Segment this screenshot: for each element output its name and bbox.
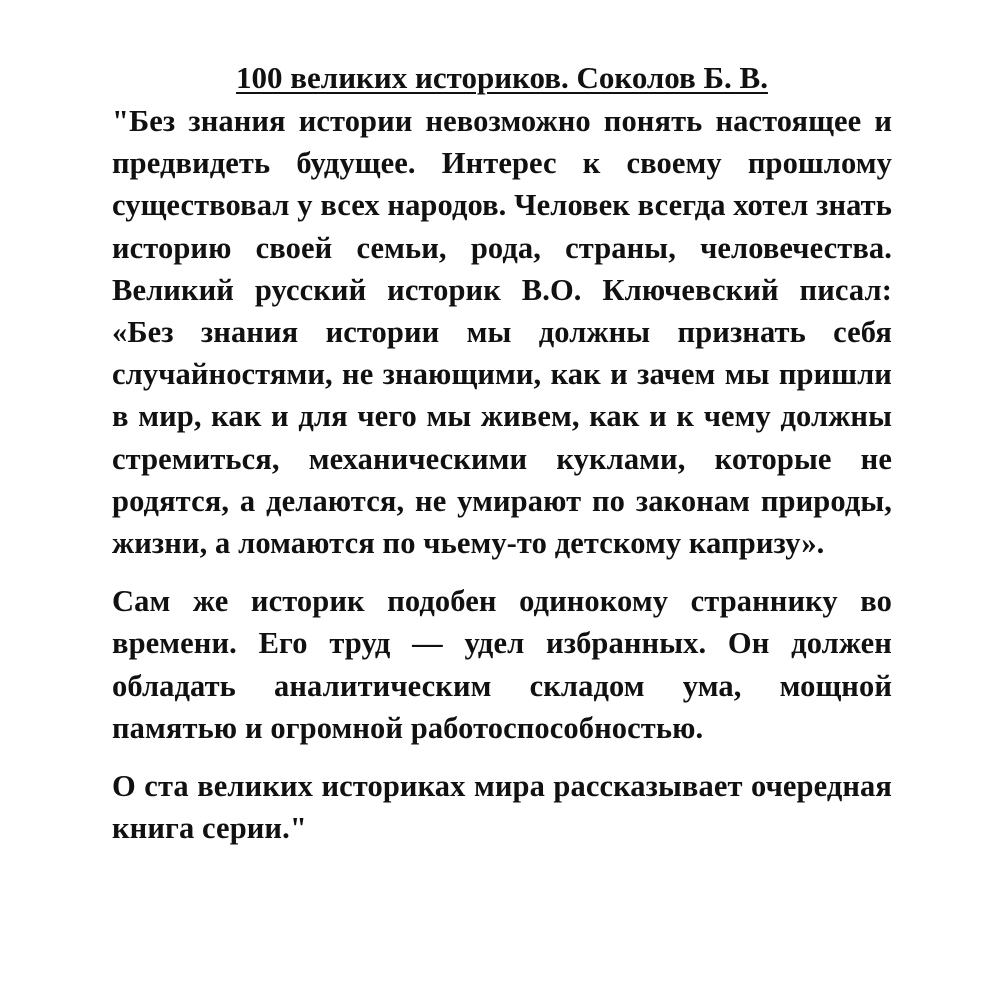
paragraph-historian: Сам же историк подобен одинокому страннику во времени. Его труд — удел избранных. Он должен обладать аналитическим складом ума, мощной памятью и огромной работоспособностью.: [112, 584, 892, 745]
document-title: 100 великих историков. Соколов Б. В.: [236, 60, 768, 95]
paragraph-closing: О ста великих историках мира рассказывает очередная книга серии.": [112, 769, 892, 846]
paragraph-intro: "Без знания истории невозможно понять настоящее и предвидеть будущее. Интерес к своему прошлому существовал у всех народов. Человек всегда хотел знать историю своей семьи, рода, страны, человечества. Великий русский историк В.О. Ключевский писал: «Без знания истории мы должны признать себя случайностями, не знающими, как и зачем мы пришли в мир, как и для чего мы живем, как и к чему должны стремиться, механическими куклами, которые не родятся, а делаются, не умирают по законам природы, жизни, а ломаются по чьему-то детскому капризу».: [112, 104, 892, 561]
